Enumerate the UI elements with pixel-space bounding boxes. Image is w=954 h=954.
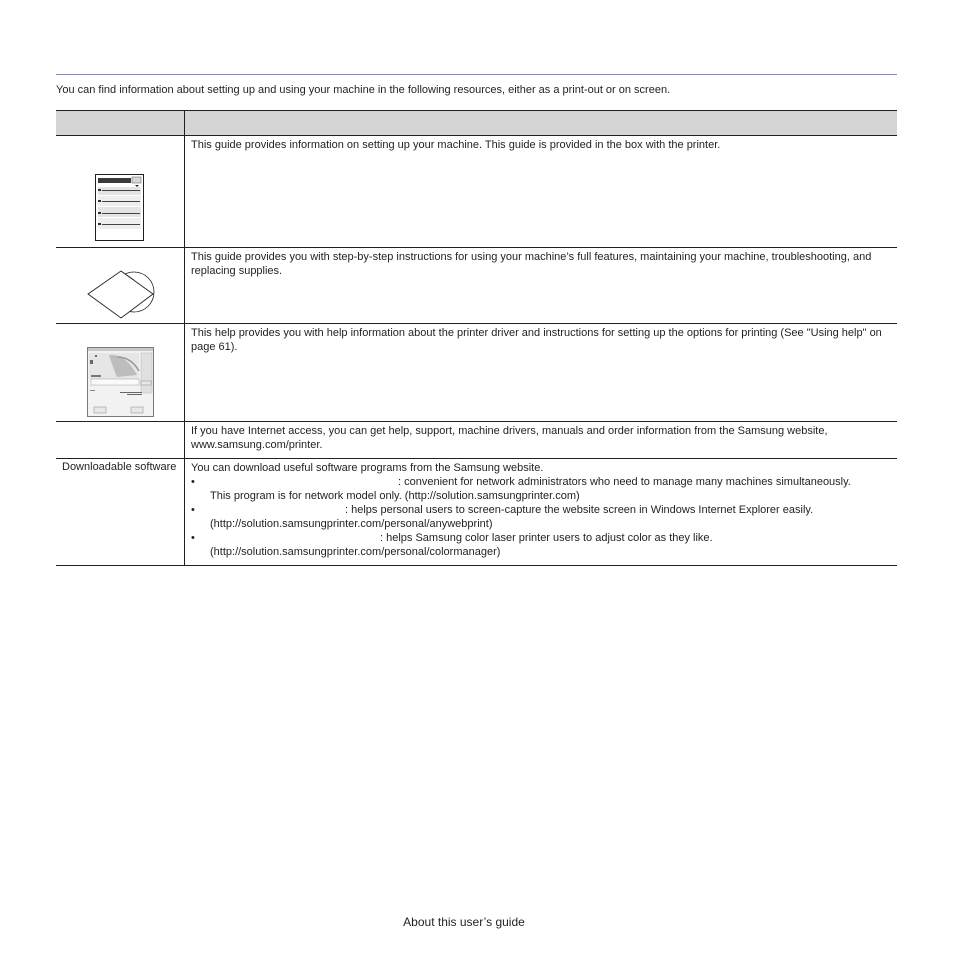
bullet-icon: • xyxy=(191,504,195,516)
list-item xyxy=(191,503,891,531)
table-header-row xyxy=(56,111,897,136)
software-detail: (http://solution.samsungprinter.com/personal/colormanager) xyxy=(210,546,501,558)
software-detail: This program is for network model only. (http://solution.samsungprinter.com) xyxy=(210,490,580,502)
resource-name xyxy=(56,324,184,328)
list-item xyxy=(191,531,891,559)
table-row xyxy=(56,136,897,248)
software-detail: (http://solution.samsungprinter.com/personal/anywebprint) xyxy=(210,518,493,530)
header-rule xyxy=(56,74,897,75)
resource-cell xyxy=(56,422,185,459)
bullet-icon: • xyxy=(191,476,195,488)
quick-install-guide-icon xyxy=(95,174,145,246)
list-item xyxy=(191,475,891,503)
resource-cell xyxy=(56,459,185,566)
resource-name: Downloadable software xyxy=(62,461,177,473)
description-cell: If you have Internet access, you can get help, support, machine drivers, manuals and order information from the Samsung website, www.samsung.com/printer. xyxy=(185,422,898,459)
description-cell: This guide provides information on setting up your machine. This guide is provided in the box with the printer. xyxy=(185,136,898,248)
software-description: : helps personal users to screen-capture the website screen in Windows Internet Explorer easily. xyxy=(345,504,814,516)
table-row xyxy=(56,459,897,566)
description-cell xyxy=(185,459,898,566)
table-row xyxy=(56,422,897,459)
software-list xyxy=(191,475,891,559)
header-resource xyxy=(56,111,185,136)
description-cell: This help provides you with help information about the printer driver and instructions for setting up the options for printing (See "Using help" on page 61). xyxy=(185,324,898,422)
resource-cell xyxy=(56,324,185,422)
header-description xyxy=(185,111,898,136)
intro-text: You can find information about setting up and using your machine in the following resources, either as a print-out or on screen. xyxy=(56,84,671,96)
table-row xyxy=(56,324,897,422)
table-row xyxy=(56,248,897,324)
resource-name xyxy=(56,136,184,140)
description-cell: This guide provides you with step-by-step instructions for using your machine’s full features, maintaining your machine, troubleshooting, and replacing supplies. xyxy=(185,248,898,324)
downloadable-software-intro: You can download useful software programs from the Samsung website. xyxy=(191,462,544,474)
resources-table xyxy=(56,110,897,566)
cd-sleeve-icon xyxy=(87,268,157,326)
printer-driver-help-screenshot-icon xyxy=(87,347,154,421)
footer-title: About this user’s guide xyxy=(403,915,525,929)
bullet-icon: • xyxy=(191,532,195,544)
software-description: : helps Samsung color laser printer users to adjust color as they like. xyxy=(380,532,713,544)
resource-cell xyxy=(56,136,185,248)
resource-name xyxy=(56,248,184,252)
page-footer xyxy=(0,915,954,929)
resource-cell xyxy=(56,248,185,324)
resource-name xyxy=(56,422,184,426)
software-description: : convenient for network administrators who need to manage many machines simultaneously. xyxy=(398,476,851,488)
